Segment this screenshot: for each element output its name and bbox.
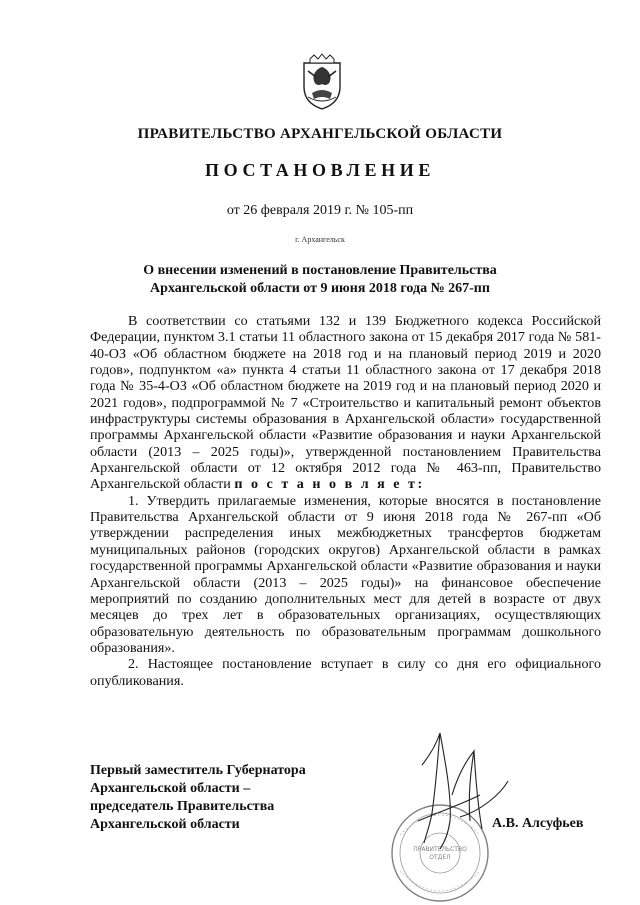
document-body <box>90 313 601 689</box>
document-date-number: от 26 февраля 2019 г. № 105-пп <box>226 203 414 218</box>
position-line-1: Первый заместитель Губернатора <box>90 763 306 778</box>
svg-text:ОТДЕЛ: ОТДЕЛ <box>429 854 451 861</box>
svg-text:ПРАВИТЕЛЬСТВО: ПРАВИТЕЛЬСТВО <box>413 846 467 853</box>
signatory-name: А.В. Алсуфьев <box>492 816 584 831</box>
position-line-4: Архангельской области <box>90 817 240 832</box>
item-2-paragraph: 2. Настоящее постановление вступает в силу со дня его официального опубликования. <box>90 656 601 689</box>
subject-line-1: О внесении изменений в постановление Правительства <box>143 263 497 278</box>
document-subject <box>0 262 640 298</box>
preamble-paragraph <box>90 313 601 493</box>
document-type-title: ПОСТАНОВЛЕНИЕ <box>205 160 435 180</box>
arkhangelsk-coat-of-arms-icon <box>300 53 344 111</box>
item-1-paragraph: 1. Утвердить прилагаемые изменения, которые вносятся в постановление Правительства Архангельской области от 9 июня 2018 года № 267-пп «Об утверждении распределения иных межбюджетных трансфертов бюджетам муниципальных районов (городских округов) Архангельской области в рамках государственной программы Архангельской области «Развитие образования и науки Архангельской области (2013 – 2025 годы)» на финансовое обеспечение мероприятий по созданию дополнительных мест для детей в возрасте от двух месяцев до трех лет в образовательных организациях, осуществляющих образовательную деятельность по образовательным программам дошкольного образования». <box>90 492 601 656</box>
resolves-text: п о с т а н о в л я е т: <box>234 476 425 493</box>
subject-line-2: Архангельской области от 9 июня 2018 года № 267-пп <box>150 281 490 296</box>
round-stamp <box>392 805 488 901</box>
organization-name: ПРАВИТЕЛЬСТВО АРХАНГЕЛЬСКОЙ ОБЛАСТИ <box>137 126 503 142</box>
position-line-3: председатель Правительства <box>90 799 275 814</box>
position-line-2: Архангельской области – <box>90 781 251 796</box>
official-stamp-and-signature <box>340 725 545 905</box>
document-city: г. Архангельск <box>295 235 345 244</box>
signatory-position <box>90 762 306 834</box>
preamble-text: В соответствии со статьями 132 и 139 Бюджетного кодекса Российской Федерации, пунктом 3.1 статьи 11 областного закона от 15 декабря 2017 года № 581-40-ОЗ «Об областном бюджете на 2018 год и на плановый период 2019 и 2020 годов», подпунктом «а» пункта 4 статьи 11 областного закона от 17 декабря 2018 года № 35-4-ОЗ «Об областном бюджете на 2019 год и на плановый период 2020 и 2021 годов», подпрограммой № 7 «Строительство и капитальный ремонт объектов инфраструктуры системы образования в Архангельской области» государственной программы Архангельской области «Развитие образования и науки Архангельской области (2013 – 2025 годы)», утвержденной постановлением Правительства Архангельской области от 12 октября 2012 года № 463-пп, Правительство Архангельской области <box>90 313 601 493</box>
